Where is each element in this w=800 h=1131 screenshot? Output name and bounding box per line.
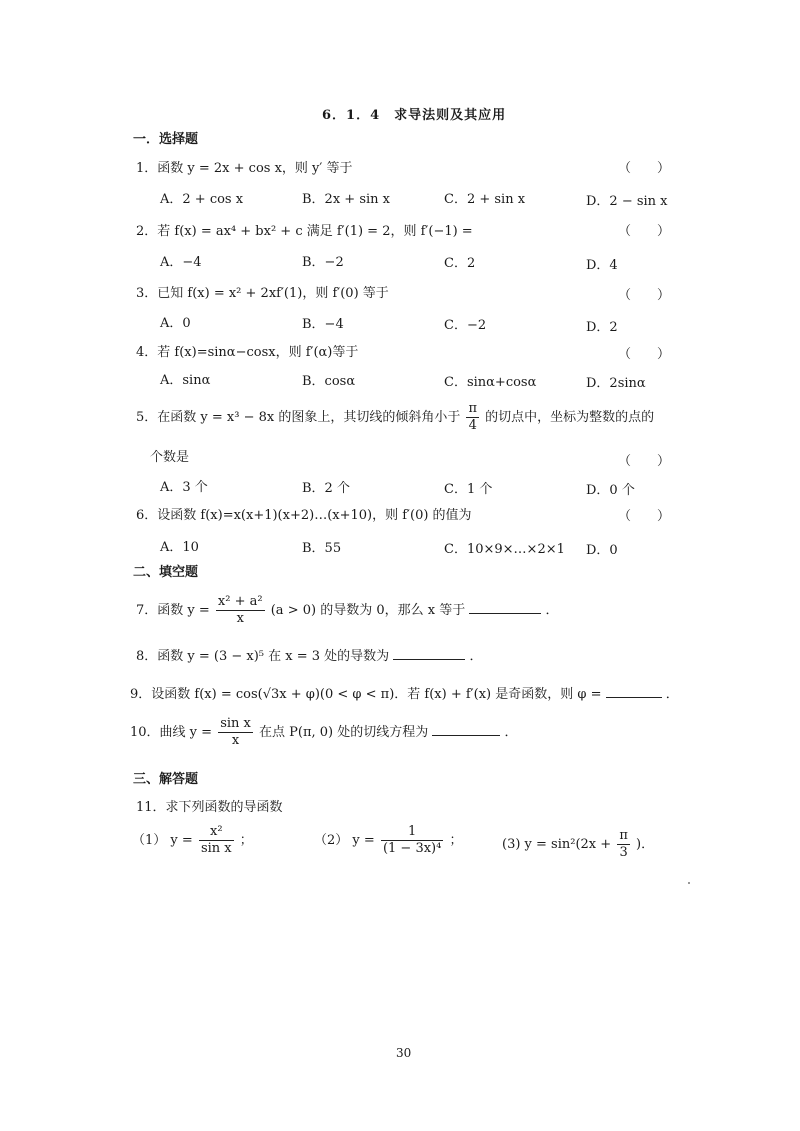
question-4-stem: 4．若 f(x)=sinα−cosx，则 f′(α)等于: [136, 345, 359, 360]
question-7-post: (a > 0) 的导数为 0，那么 x 等于: [270, 603, 466, 618]
question-5-option-b: B．2 个: [302, 481, 350, 496]
question-5-option-d: D．0 个: [586, 483, 635, 498]
section-heading-choice: 一．选择题: [133, 132, 199, 147]
part-lhs: y =: [352, 833, 375, 848]
question-10-fraction: [218, 716, 253, 749]
answer-paren: （ ）: [618, 454, 671, 469]
question-6-option-b: B．55: [302, 541, 342, 556]
fraction-numerator: x² + a²: [217, 594, 263, 609]
answer-paren: （ ）: [618, 161, 671, 176]
question-4-option-b: B．cosα: [302, 374, 356, 389]
question-5-option-c: C．1 个: [444, 482, 493, 497]
question-5-option-a: A．3 个: [160, 480, 208, 495]
question-3-option-d: D．2: [586, 320, 618, 335]
question-3-stem: 3．已知 f(x) = x² + 2xf′(1)，则 f′(0) 等于: [136, 286, 389, 301]
question-2-option-c: C．2: [444, 256, 476, 271]
question-6-option-d: D．0: [586, 543, 618, 558]
question-6-stem: 6．设函数 f(x)=x(x+1)(x+2)…(x+10)，则 f′(0) 的值为: [136, 508, 472, 523]
question-1-option-b: B．2x + sin x: [302, 192, 390, 207]
fraction-denominator: 4: [468, 418, 477, 433]
question-5-stem-pre: 5．在函数 y = x³ − 8x 的图象上，其切线的倾斜角小于: [136, 410, 461, 425]
section-heading-fill-in: 二、填空题: [133, 565, 199, 580]
question-6-option-a: A．10: [160, 540, 199, 555]
question-10-post: 在点 P(π, 0) 处的切线方程为: [259, 725, 429, 740]
fraction-denominator: x: [236, 611, 244, 626]
question-7-fraction: [216, 594, 265, 627]
question-9: [130, 683, 679, 702]
part-1-fraction: [199, 824, 234, 857]
fraction-denominator: sin x: [200, 841, 232, 856]
answer-blank: [606, 685, 662, 698]
scan-speck: [688, 882, 690, 884]
answer-blank: [469, 601, 541, 614]
question-1-option-d: D．2 − sin x: [586, 194, 668, 209]
question-7-pre: 7．函数 y =: [136, 603, 210, 618]
question-3-option-a: A．0: [160, 316, 191, 331]
question-3-option-c: C．−2: [444, 318, 487, 333]
question-11-part-2: [314, 824, 462, 857]
fraction-denominator: x: [231, 733, 240, 748]
part-3-pre: (3) y = sin²(2x +: [502, 837, 612, 852]
page-number: 30: [396, 1046, 412, 1060]
question-2-option-a: A．−4: [160, 255, 202, 270]
answer-blank: [393, 647, 465, 660]
question-7-end: ．: [545, 603, 559, 618]
question-8-end: ．: [469, 649, 483, 664]
question-2-stem: 2．若 f(x) = ax⁴ + bx² + c 满足 f′(1) = 2，则 f′(−1) =: [136, 224, 473, 239]
part-label: （1）: [132, 833, 167, 848]
answer-paren: （ ）: [618, 347, 671, 362]
question-10-end: ．: [504, 725, 518, 740]
question-8-text: 8．函数 y = (3 − x)⁵ 在 x = 3 处的导数为: [136, 649, 390, 664]
answer-paren: （ ）: [618, 224, 671, 239]
fraction-numerator: sin x: [220, 716, 251, 731]
part-end: ；: [449, 833, 463, 848]
part-3-end: )．: [636, 837, 655, 852]
fraction-numerator: π: [468, 401, 478, 416]
question-2-option-d: D．4: [586, 258, 618, 273]
question-7: [136, 594, 559, 627]
question-2-option-b: B．−2: [302, 255, 344, 270]
fraction-numerator: 1: [381, 824, 443, 841]
question-1-stem: 1．函数 y = 2x + cos x，则 y′ 等于: [136, 161, 353, 176]
fraction-numerator: x²: [199, 824, 234, 841]
question-9-text: 9．设函数 f(x) = cos(√3x + φ)(0 < φ < π)．若 f(x) + f′(x) 是奇函数，则 φ =: [130, 687, 602, 702]
question-5-stem: [136, 401, 654, 434]
pi-over-4-fraction: [466, 401, 479, 434]
question-6-option-c: C．10×9×…×2×1: [444, 542, 565, 557]
question-4-option-c: C．sinα+cosα: [444, 375, 537, 390]
page-title: 6．1．4 求导法则及其应用: [322, 108, 507, 123]
part-label: （2）: [314, 833, 349, 848]
question-8: [136, 645, 482, 664]
question-3-option-b: B．−4: [302, 317, 344, 332]
question-11-part-1: [132, 824, 253, 857]
part-lhs: y =: [170, 833, 193, 848]
answer-paren: （ ）: [618, 509, 671, 524]
answer-blank: [432, 723, 500, 736]
fraction-denominator: (1 − 3x)⁴: [382, 841, 442, 856]
section-heading-answer: 三、解答题: [133, 772, 199, 787]
fraction-numerator: π: [619, 828, 628, 843]
question-1-option-c: C．2 + sin x: [444, 192, 526, 207]
question-11-part-3: [502, 828, 654, 861]
question-4-option-a: A．sinα: [160, 373, 211, 388]
question-10: [130, 716, 518, 749]
part-3-fraction: [617, 828, 630, 861]
answer-paren: （ ）: [618, 288, 671, 303]
fraction-denominator: 3: [619, 845, 628, 860]
question-1-option-a: A．2 + cos x: [160, 192, 244, 207]
question-4-option-d: D．2sinα: [586, 376, 646, 391]
question-10-pre: 10．曲线 y =: [130, 725, 213, 740]
question-11-stem: 11．求下列函数的导函数: [136, 800, 283, 815]
question-9-end: ．: [665, 687, 679, 702]
part-2-fraction: [381, 824, 443, 857]
question-5-stem-line2: 个数是: [150, 450, 190, 465]
question-5-stem-post: 的切点中，坐标为整数的点的: [485, 410, 655, 425]
part-end: ；: [239, 833, 253, 848]
